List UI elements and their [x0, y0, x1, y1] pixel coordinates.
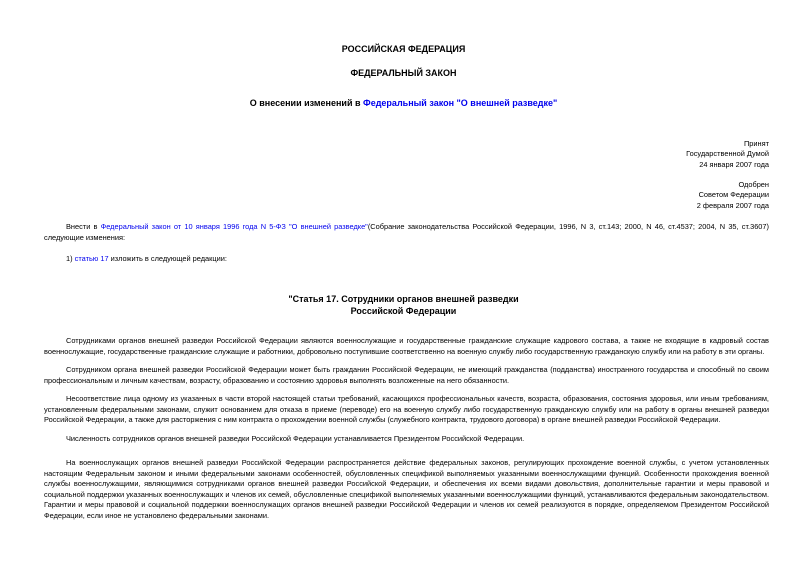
- duma-adopted-label: Принят: [743, 139, 769, 148]
- council-body: Советом Федерации: [698, 190, 769, 200]
- law-title-link[interactable]: Федеральный закон "О внешней разведке": [363, 98, 558, 108]
- item-1-suffix: изложить в следующей редакции:: [108, 254, 227, 263]
- council-date: 2 февраля 2007 года: [696, 200, 769, 210]
- article-paragraph-2: Сотрудником органа внешней разведки Российской Федерации может быть гражданин Российской Федерации, не имеющий гражданства (подданства) иностранного государства и способный по своим профессиональным и личным качествам, возрасту, образованию и состоянию здоровья выполнять возложенные на него обязанности.: [44, 365, 769, 385]
- law-type-heading: ФЕДЕРАЛЬНЫЙ ЗАКОН: [350, 68, 457, 78]
- duma-body: Государственной Думой: [686, 149, 769, 159]
- intro-prefix: Внести в: [66, 222, 101, 231]
- intro-paragraph: [44, 222, 769, 243]
- law-title-prefix: О внесении изменений в: [249, 98, 364, 108]
- article-heading-line-1: "Статья 17. Сотрудники органов внешней разведки: [288, 294, 519, 304]
- article-paragraph-1: Сотрудниками органов внешней разведки Российской Федерации являются военнослужащие и государственные гражданские служащие кадрового состава, а также не входящие в кадровый состав военнослужащие, государственные гражданские служащие и работники, добровольно поступившие соответственно на военную службу либо государственную гражданскую службу или на работу в эти органы.: [44, 336, 769, 356]
- intro-suffix: (Собрание законодательства Российской Федерации, 1996, N 3, ст.143; 2000, N 46, ст.4537; 2004, N 35, ст.3607) следующие изменения:: [44, 222, 769, 242]
- article-heading-line-2: Российской Федерации: [350, 305, 457, 316]
- duma-date: 24 января 2007 года: [699, 159, 769, 169]
- duma-adoption-block: [686, 139, 769, 170]
- council-approved-label: Одобрен: [738, 180, 769, 189]
- item-1-prefix: 1): [66, 254, 75, 263]
- article-paragraph-4: Численность сотрудников органов внешней разведки Российской Федерации устанавливается Президентом Российской Федерации.: [66, 434, 525, 443]
- law-title: [0, 98, 807, 109]
- article-heading: [0, 294, 807, 317]
- item-1-paragraph: [44, 254, 769, 265]
- article-17-link[interactable]: статью 17: [74, 254, 109, 263]
- intro-law-link[interactable]: Федеральный закон от 10 января 1996 года N 5-ФЗ "О внешней разведке": [100, 222, 368, 231]
- country-heading: РОССИЙСКАЯ ФЕДЕРАЦИЯ: [341, 44, 466, 54]
- article-paragraph-3: Несоответствие лица одному из указанных в части второй настоящей статьи требований, касающихся профессиональных качеств, возраста, образования, состояния здоровья, или иным требованиям, установленным федеральными законами, служит основанием для отказа в приеме (переводе) его на военную службу либо государственную гражданскую службу или на работу в органы внешней разведки Российской Федерации, а также для расторжения с ним контракта о прохождении военной службы (служебного контракта, трудового договора) в органе внешней разведки Российской Федерации.: [44, 394, 769, 425]
- article-paragraph-5: На военнослужащих органов внешней разведки Российской Федерации распространяется действие федеральных законов, регулирующих прохождение военной службы, с учетом установленных настоящим Федеральным законом и иными федеральными законами особенностей, обусловленных спецификой выполняемых указанными военнослужащими функций. Особенности прохождения военной службы военнослужащими, являющимися сотрудниками органов внешней разведки Российской Федерации, и обеспечения их всеми видами довольствия, дополнительные гарантии и меры правовой и социальной поддержки указанных военнослужащих и членов их семей, обусловленные спецификой выполняемых указанными военнослужащими функций, устанавливаются федеральным законодательством. Гарантии и меры правовой и социальной поддержки военнослужащих органов внешней разведки Российской Федерации и членов их семей реализуются в порядке, определяемом Президентом Российской Федерации, если иное не установлено федеральными законами.: [44, 458, 769, 520]
- council-approval-block: [697, 180, 769, 211]
